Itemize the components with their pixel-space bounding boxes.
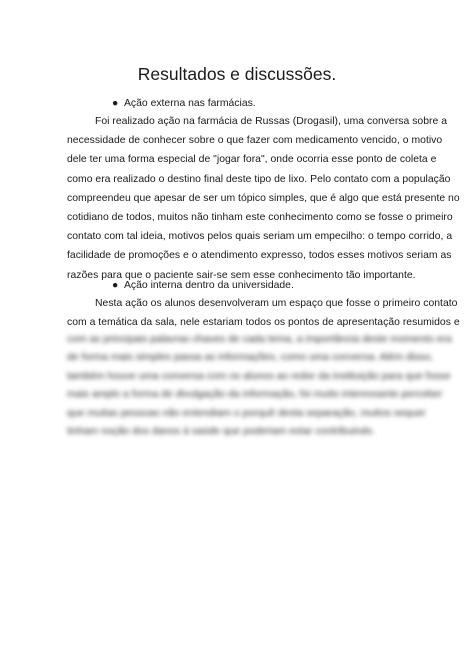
text-line: Nesta ação os alunos desenvolveram um espaço que fosse o primeiro contato [95, 298, 458, 309]
text-line: com a temática da sala, nele estariam todos os pontos de apresentação resumidos e [67, 317, 460, 329]
text-line: razões para que o paciente sair-se sem esse conhecimento tão importante. [67, 269, 416, 281]
page-title: Resultados e discussões. [137, 64, 337, 84]
text-line: compreendeu que apesar de ser um tópico simples, que é algo que está presente no [67, 192, 460, 204]
text-line: também houve uma conversa com os alunos ao redor da instituição para que fosse [67, 370, 451, 382]
bullet-icon: ● [112, 98, 119, 109]
text-line: facilidade de promoções e o atendimento expresso, todos esses motivos seriam as [67, 250, 452, 262]
paragraph-farmacias [67, 112, 460, 285]
blurred-preview-text [67, 331, 452, 441]
bullet-item-farmacias [112, 97, 256, 111]
text-line: dele ter uma forma especial de "jogar fora", onde ocorria esse ponto de coleta e [67, 154, 437, 166]
text-line: necessidade de conhecer sobre o que fazer com medicamento vencido, o motivo [67, 135, 443, 147]
text-line: Foi realizado ação na farmácia de Russas (Drogasil), uma conversa sobre a [95, 116, 448, 127]
text-line: como era realizado o destino final deste tipo de lixo. Pelo contato com a população [67, 173, 451, 185]
text-line: mais amplo a forma de divulgação da informação, foi muito interessante perceber [67, 389, 443, 401]
text-line: que muitas pessoas não entendiam o porquê desta separação, muitos sequer [67, 407, 426, 419]
bullet-icon: ● [112, 280, 119, 291]
text-line: com as principais palavras chaves de cada tema, a importância deste momento era [67, 334, 452, 345]
paragraph-universidade [67, 294, 460, 332]
text-line: cotidiano de todos, muitos não tinham este conhecimento como se fosse o primeiro [67, 212, 453, 224]
bullet-label: Ação interna dentro da universidade. [124, 280, 294, 291]
bullet-item-universidade [112, 279, 294, 293]
text-line: de forma mais simples passa as informações, como uma conversa. Além disso, [67, 352, 434, 364]
text-line: contato com tal ideia, motivos pelos quais seriam um empecilho: o tempo corrido, a [67, 231, 453, 243]
bullet-label: Ação externa nas farmácias. [124, 98, 256, 109]
text-line: tinham noção dos danos à saúde que poderiam estar contribuindo. [67, 426, 375, 438]
